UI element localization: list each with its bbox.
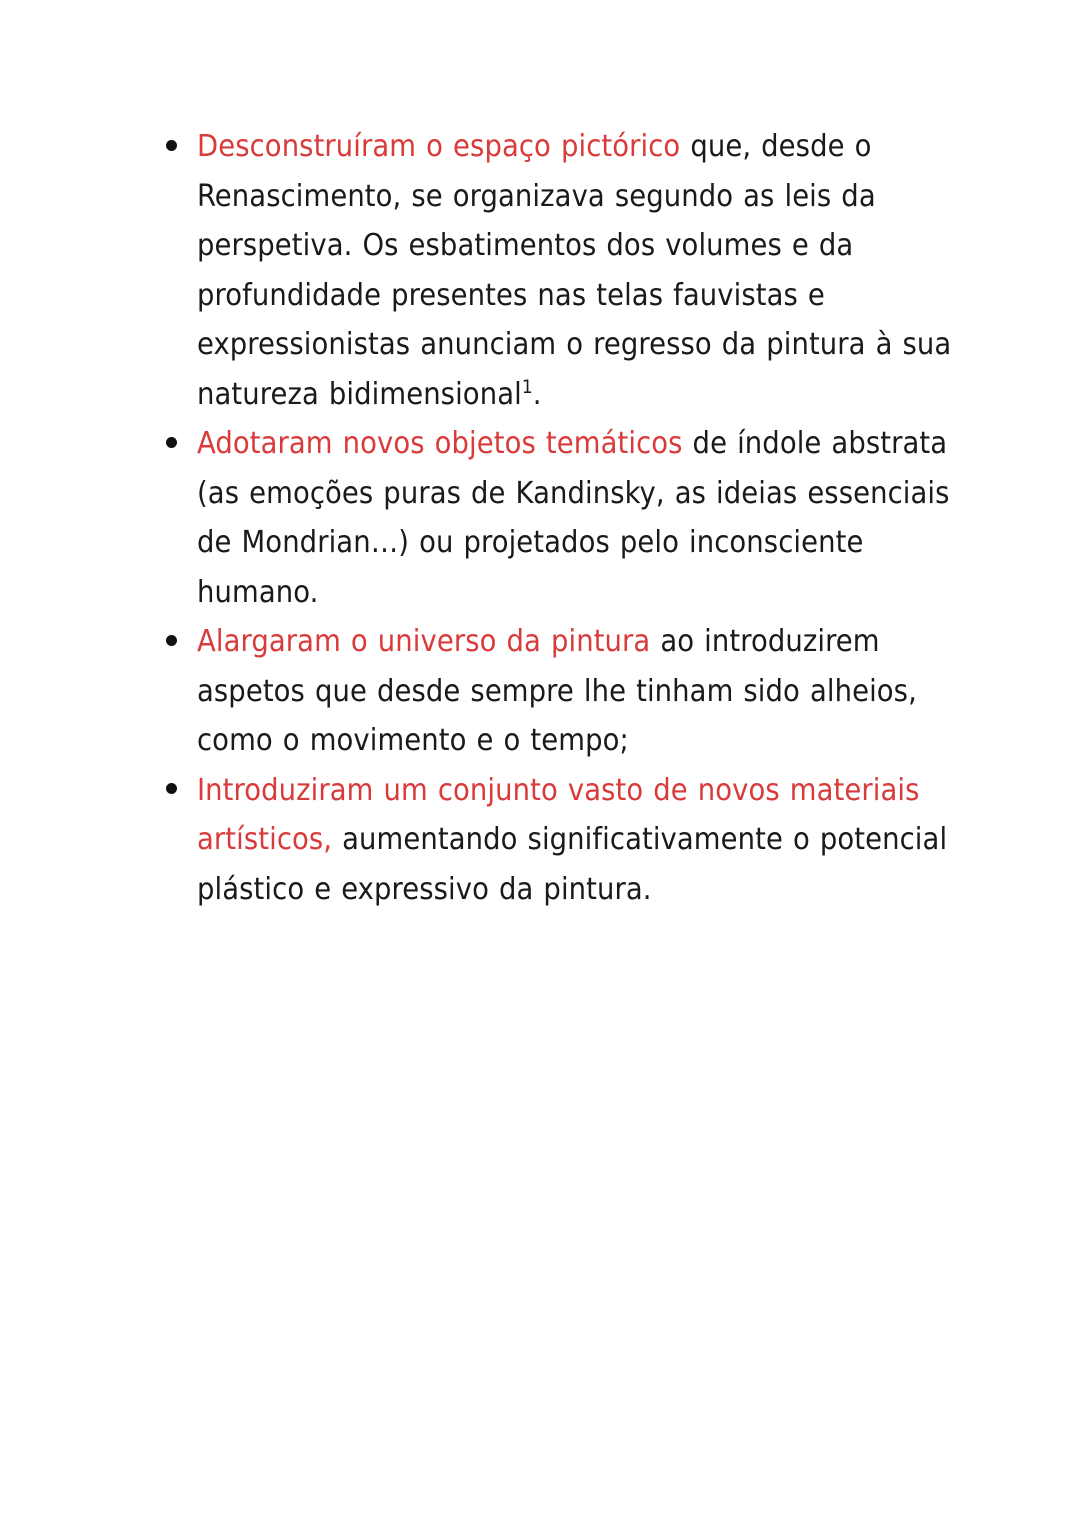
bullet-body-text: que, desde o Renascimento, se organizava segundo as leis da perspetiva. Os esbatimentos dos volumes e da profundidade presentes nas telas fauvistas e expressionistas anunciam o regresso da pintura à sua natureza bidimensional [197,129,952,412]
bullet-lead-text: Alargaram o universo da pintura [197,624,651,659]
list-item [155,617,985,766]
bullet-lead-text: Desconstruíram o espaço pictórico [197,129,681,164]
list-item [155,419,985,617]
list-item [155,122,985,419]
list-item [155,766,985,915]
bullet-point-icon [164,419,178,469]
bullet-body-text: ao introduzirem aspetos que desde sempre lhe tinham sido alheios, como o movimento e o tempo; [197,624,917,758]
bullet-body-text: de índole abstrata (as emoções puras de Kandinsky, as ideias essenciais de Mondrian…) ou projetados pelo inconsciente humano. [197,426,950,610]
bullet-body-text: aumentando significativamente o potencial plástico e expressivo da pintura. [197,822,948,907]
bullet-lead-text: Introduziram um conjunto vasto de novos materiais artísticos, [197,772,920,857]
footnote-reference-marker: 1 [521,375,533,398]
bullet-point-icon [164,122,178,172]
bullet-point-icon [164,617,178,667]
bullet-body-tail: . [532,376,542,412]
bullet-list-container [155,122,985,914]
bullet-list [155,122,985,914]
bullet-point-icon [164,766,178,816]
bullet-lead-text: Adotaram novos objetos temáticos [197,426,683,461]
